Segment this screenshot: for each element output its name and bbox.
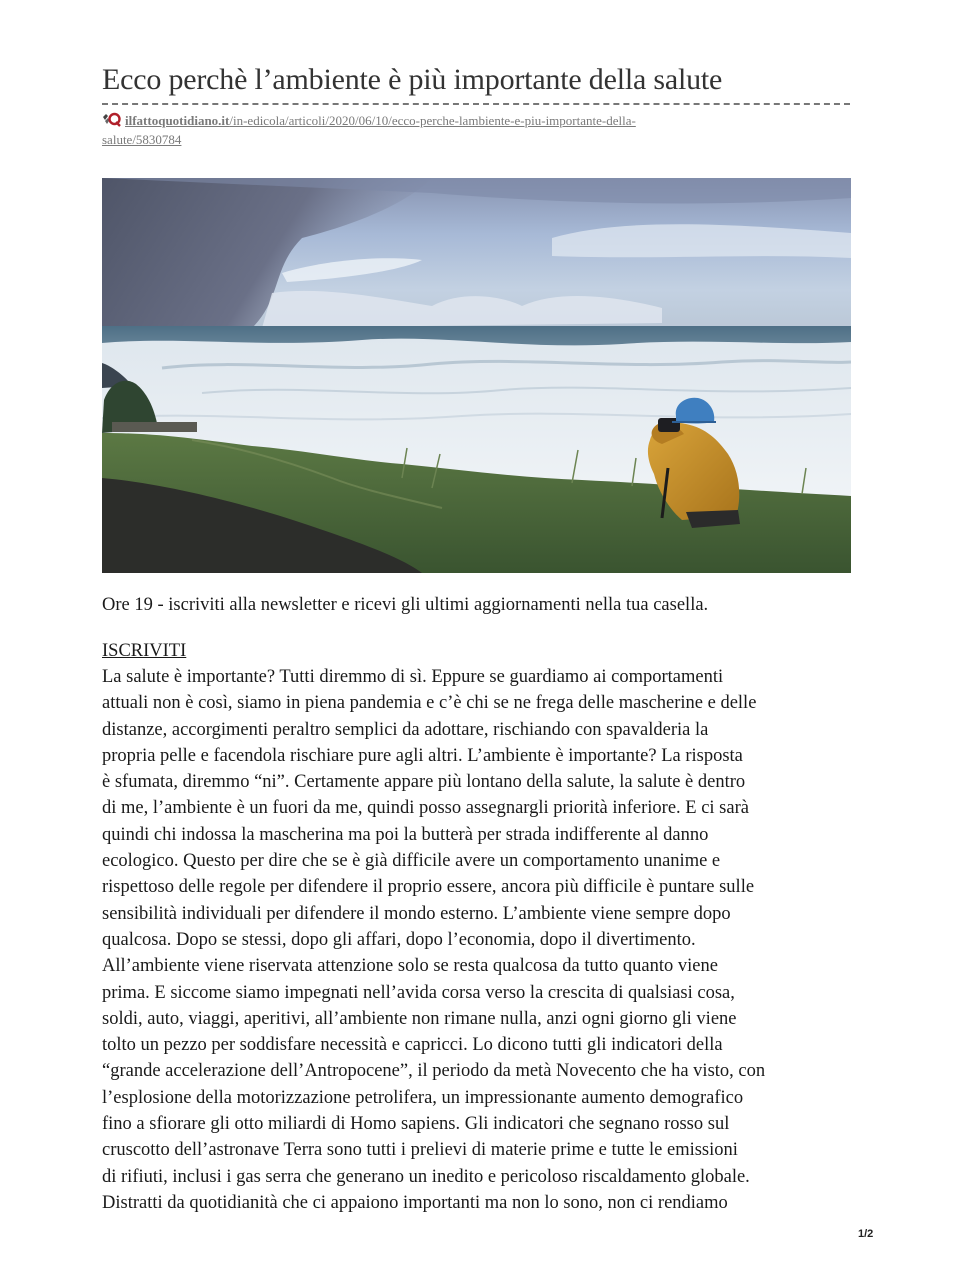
ilfattoquotidiano-favicon-icon xyxy=(102,112,122,127)
body-line: qualcosa. Dopo se stessi, dopo gli affari, dopo l’economia, dopo il divertimento. xyxy=(102,929,696,950)
article-title: Ecco perchè l’ambiente è più importante della salute xyxy=(102,63,723,96)
body-line: prima. E siccome siamo impegnati nell’avida corsa verso la crescita di qualsiasi cosa, xyxy=(102,982,735,1003)
body-line: sensibilità individuali per difendere il mondo esterno. L’ambiente viene sempre dopo xyxy=(102,903,731,924)
body-line: tolto un pezzo per soddisfare necessità e capricci. Lo dicono tutti gli indicatori della xyxy=(102,1035,723,1056)
body-line: La salute è importante? Tutti diremmo di sì. Eppure se guardiamo ai comportamenti xyxy=(102,667,724,687)
body-line: fino a sfiorare gli otto miliardi di Homo sapiens. Gli indicatori che segnano rosso sul xyxy=(102,1114,730,1135)
hero-image xyxy=(102,178,851,573)
body-line: cruscotto dell’astronave Terra sono tutti i prelievi di materie prime e tutte le emissioni xyxy=(102,1140,738,1161)
body-line: propria pelle e facendola rischiare pure agli altri. L’ambiente è importante? La risposta xyxy=(102,745,743,766)
body-line: All’ambiente viene riservata attenzione solo se resta qualcosa da tutto quanto viene xyxy=(102,956,718,977)
page-number: 1/2 xyxy=(858,1228,874,1240)
article-body xyxy=(102,664,862,1216)
source-path-continued: salute/5830784 xyxy=(102,132,182,147)
source-url xyxy=(102,111,802,149)
newsletter-teaser: Ore 19 - iscriviti alla newsletter e ricevi gli ultimi aggiornamenti nella tua casella. xyxy=(102,595,709,615)
source-path: /in-edicola/articoli/2020/06/10/ecco-perche-lambiente-e-piu-importante-della- xyxy=(229,113,636,128)
subscribe-link[interactable]: ISCRIVITI xyxy=(102,641,187,661)
body-line: Distratti da quotidianità che ci appaiono importanti ma non lo sono, non ci rendiamo xyxy=(102,1192,728,1213)
body-line: attuali non è così, siamo in piena pandemia e c’è chi se ne frega delle mascherine e delle xyxy=(102,693,757,714)
body-line: di rifiuti, inclusi i gas serra che generano un inedito e pericoloso riscaldamento globale. xyxy=(102,1166,750,1187)
body-line: soldi, auto, viaggi, aperitivi, all’ambiente non rimane nulla, anzi ogni giorno gli viene xyxy=(102,1008,737,1029)
body-line: l’esplosione della motorizzazione petrolifera, un impressionante aumento demografico xyxy=(102,1087,744,1108)
source-domain: ilfattoquotidiano.it xyxy=(125,113,230,128)
title-divider xyxy=(102,103,850,105)
body-line: ecologico. Questo per dire che se è già difficile avere un comportamento unanime e xyxy=(102,851,721,872)
body-line: distanze, accorgimenti peraltro semplici da adottare, rischiando con spavalderia la xyxy=(102,719,709,740)
ocean-photographer-photo xyxy=(102,178,851,573)
body-line: è sfumata, diremmo “ni”. Certamente appare più lontano della salute, la salute è dentro xyxy=(102,772,746,793)
body-line: quindi chi indossa la mascherina ma poi la butterà per strada indifferente al danno xyxy=(102,824,709,845)
body-line: di me, l’ambiente è un fuori da me, quindi posso assegnargli priorità inferiore. E ci sarà xyxy=(102,798,749,819)
body-line: “grande accelerazione dell’Antropocene”, il periodo da metà Novecento che ha visto, con xyxy=(102,1061,766,1082)
source-link[interactable] xyxy=(102,113,636,147)
body-line: rispettoso delle regole per difendere il proprio essere, ancora più difficile è puntare sulle xyxy=(102,877,755,898)
